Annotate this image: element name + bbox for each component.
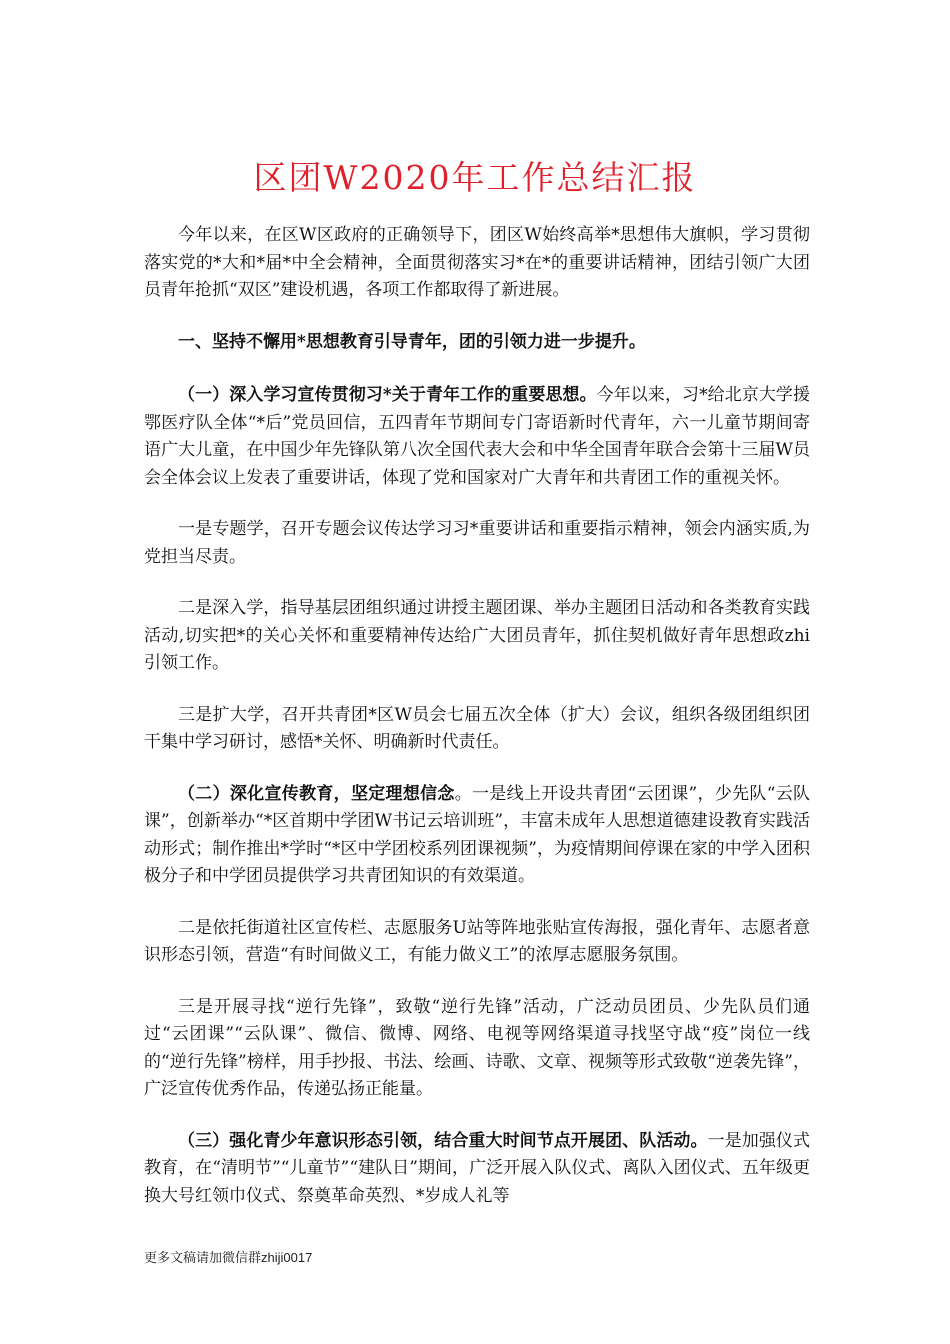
subsection-1-body: 今年以来，习*给北京大学援鄂医疗队全体“*后”党员回信，五四青年节期间专门寄语新时代青年，六一儿童节期间寄语广大儿童，在中国少年先锋队第八次全国代表大会和中华全国青年联合会第十三届W员会全体会议上发表了重要讲话，体现了党和国家对广大青年和共青团工作的重视关怀。 [144,385,811,488]
point-3-paragraph: 三是扩大学，召开共青团*区W员会七届五次全体（扩大）会议，组织各级团组织团干集中学习研讨，感悟*关怀、明确新时代责任。 [144,704,810,752]
subsection-1-paragraph [144,382,810,492]
section-heading-1: 一、坚持不懈用*思想教育引导青年，团的引领力进一步提升。 [178,331,646,352]
footer-note: 更多文稿请加微信群zhiji0017 [144,1250,313,1265]
document-body [144,222,810,1234]
subsection-2-body: 。一是线上开设共青团“云团课”，少先队“云队课”，创新举办“*区首期中学团W书记云培训班”，丰富未成年人思想道德建设教育实践活动形式；制作推出*学时“*区中学团校系列团课视频”，为疫情期间停课在家的中学入团积极分子和中学团员提供学习共青团知识的有效渠道。 [144,783,811,886]
intro-paragraph: 今年以来，在区W区政府的正确领导下，团区W始终高举*思想伟大旗帜，学习贯彻落实党的*大和*届*中全会精神，全面贯彻落实习*在*的重要讲话精神，团结引领广大团员青年抢抓“双区”建设机遇，各项工作都取得了新进展。 [144,225,810,300]
subsection-3-body: 一是加强仪式教育，在“清明节”“儿童节”“建队日”期间，广泛开展入队仪式、离队入团仪式、五年级更换大号红领巾仪式、祭奠革命英烈、*岁成人礼等 [144,1130,811,1206]
subsection-1-heading: （一）深入学习宣传贯彻习*关于青年工作的重要思想。 [178,385,597,405]
point-2-paragraph: 二是深入学，指导基层团组织通过讲授主题团课、举办主题团日活动和各类教育实践活动,切实把*的关心关怀和重要精神传达给广大团员青年，抓住契机做好青年思想政zhi引领工作。 [144,598,810,673]
page-title: 区团W2020年工作总结汇报 [253,158,697,197]
subsection-3-paragraph [144,1128,810,1211]
subsection-2-point-2: 二是依托街道社区宣传栏、志愿服务U站等阵地张贴宣传海报，强化青年、志愿者意识形态引领，营造“有时间做义工，有能力做义工”的浓厚志愿服务氛围。 [144,917,810,965]
point-1-paragraph: 一是专题学，召开专题会议传达学习习*重要讲话和重要指示精神，领会内涵实质,为党担当尽责。 [144,519,810,567]
subsection-2-heading: （二）深化宣传教育，坚定理想信念 [178,783,455,804]
subsection-2-point-3: 三是开展寻找“逆行先锋”，致敬“逆行先锋”活动，广泛动员团员、少先队员们通过“云团课”“云队课”、微信、微博、网络、电视等网络渠道寻找坚守战“疫”岗位一线的“逆行先锋”榜样，用手抄报、书法、绘画、诗歌、文章、视频等形式致敬“逆袭先锋”，广泛宣传优秀作品，传递弘扬正能量。 [144,996,810,1099]
subsection-2-paragraph [144,781,810,891]
subsection-3-heading: （三）强化青少年意识形态引领，结合重大时间节点开展团、队活动。 [178,1130,708,1151]
